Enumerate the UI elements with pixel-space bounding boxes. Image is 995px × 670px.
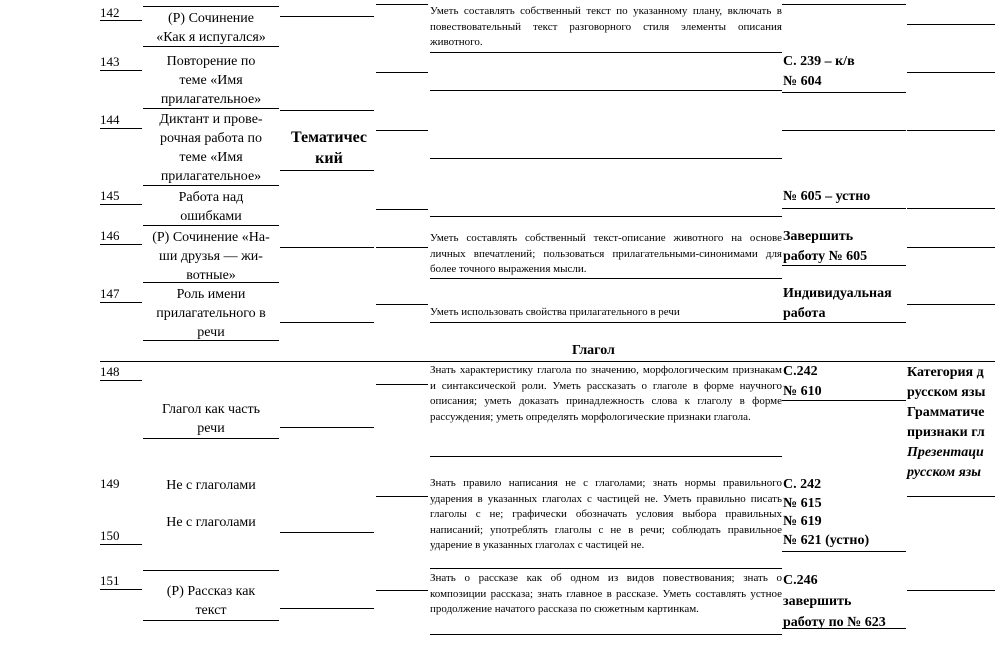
lesson-topic-144: Диктант и прове- рочная работа по теме «Имя прилагательное» (159, 112, 263, 184)
lesson-topic-143: Повторение по теме «Имя прилагательное» (160, 54, 262, 107)
requirements-146: Уметь составлять собственный текст-описание животного на основе личных впечатлений; пользоваться прилагательными-синонимами для более точного выражения мысли. (430, 232, 782, 275)
homework-151: С.246 завершить работу по № 623 (783, 573, 886, 630)
homework-146: Завершить работу № 605 (783, 229, 868, 264)
requirements-148: Знать характеристику глагола по значению, морфологическим признакам и синтаксической роли. Уметь рассказать о глаголе в форме научного описания; уметь доказать принадлежность слова к глаголу в форме рассуждения; уметь определять морфологические признаки глагола. (430, 364, 782, 423)
lesson-topic-149: Не с глаголами (166, 478, 256, 493)
lesson-topic-146: (Р) Сочинение «На- ши друзья — жи- вотные» (152, 230, 270, 283)
lesson-topic-142: (Р) Сочинение «Как я испугался» (156, 11, 266, 45)
homework-145: № 605 – устно (783, 189, 871, 204)
lesson-topic-151: (Р) Рассказ как текст (166, 584, 256, 618)
homework-149: С. 242 № 615 № 619 № 621 (устно) (783, 477, 870, 548)
lesson-topic-148: Глагол как часть речи (161, 402, 260, 436)
requirements-151: Знать о рассказе как об одном из видов повествования; знать о композиции рассказа; знать главное в рассказе. Уметь составлять устное продолжение начатого рассказа по сюжетным картинкам. (430, 572, 782, 615)
lesson-topic-150: Не с глаголами (166, 515, 256, 530)
requirements-142: Уметь составлять собственный текст по указанному плану, включать в повествовательный текст разговорного стиля элементы описания животного. (430, 5, 782, 48)
requirements-147: Уметь использовать свойства прилагательного в речи (430, 306, 680, 318)
row-number-148: 148 (100, 364, 120, 379)
section-title: Глагол (572, 343, 615, 358)
row-number-147: 147 (100, 286, 120, 301)
row-number-151: 151 (100, 573, 120, 588)
row-number-150: 150 (100, 528, 120, 543)
topic-notes: Категория д русском язы Грамматиче признаки гл Презентаци русском язы (907, 365, 986, 480)
row-number-144: 144 (100, 112, 120, 127)
row-number-149: 149 (100, 476, 120, 491)
lesson-topic-145: Работа над ошибками (178, 190, 244, 224)
row-number-143: 143 (100, 54, 120, 69)
homework-143: С. 239 – к/в № 604 (783, 54, 855, 89)
row-number-145: 145 (100, 188, 120, 203)
lesson-topic-147: Роль имени прилагательного в речи (156, 287, 266, 340)
requirements-149: Знать правило написания не с глаголами; знать нормы правильного ударения в указанных глаголах с частицей не. Уметь правильно писать глаголы с не; графически обозначать условия выбора правильных написаний; употреблять глаголы с не в речи; соблюдать правильное ударение в указанных глаголах с частицей не. (430, 477, 782, 551)
lesson-type: Тематичес кий (290, 129, 368, 167)
homework-148: С.242 № 610 (783, 364, 822, 399)
row-number-146: 146 (100, 228, 120, 243)
row-number-142: 142 (100, 5, 120, 20)
homework-147: Индивидуальная работа (783, 286, 892, 321)
